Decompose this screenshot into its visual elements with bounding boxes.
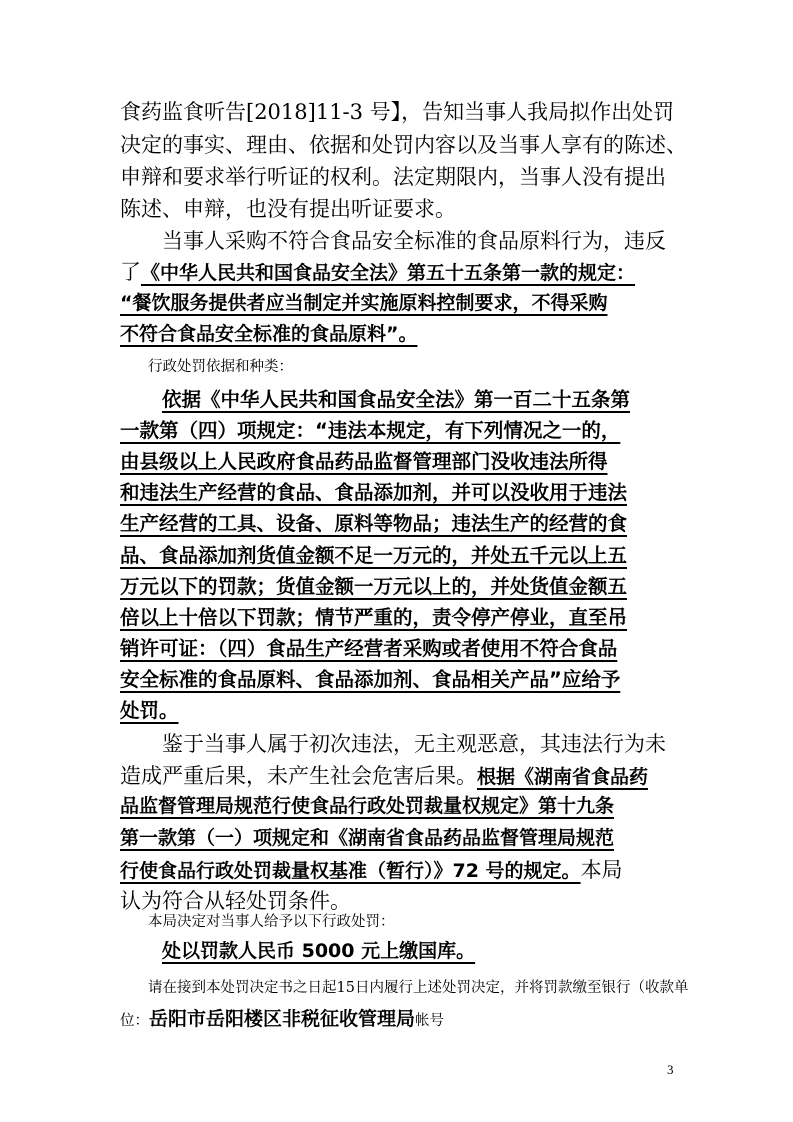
mitigation-line-2-citation: 根据《湖南省食品药 — [477, 766, 649, 789]
mitigation-line-5-plain: 本局 — [580, 857, 623, 882]
payment-line-2-suffix: 帐号 — [415, 1013, 445, 1029]
basis-line-11: 处罚。 — [120, 699, 179, 723]
notice-line-4: 陈述、申辩，也没有提出听证要求。 — [120, 196, 456, 221]
payment-payee: 岳阳市岳阳楼区非税征收管理局 — [149, 1008, 416, 1030]
notice-line-3: 申辩和要求举行听证的权利。法定期限内，当事人没有提出 — [120, 164, 666, 189]
basis-line-7: 万元以下的罚款；货值金额一万元以上的，并处货值金额五 — [120, 574, 628, 598]
mitigation-line-5 — [120, 854, 623, 884]
penalty-line: 处以罚款人民币 5000 元上缴国库。 — [162, 940, 476, 962]
mitigation-line-1: 鉴于当事人属于初次违法，无主观恶意，其违法行为未 — [162, 732, 666, 757]
payment-line-1: 请在接到本处罚决定书之日起15日内履行上述处罚决定，并将罚款缴至银行（收款单 — [148, 980, 689, 996]
basis-line-6: 品、食品添加剂货值金额不足一万元的，并处五千元以上五 — [120, 543, 628, 567]
violation-line-2-prefix: 了 — [120, 259, 141, 284]
basis-line-3: 由县级以上人民政府食品药品监督管理部门没收违法所得 — [120, 450, 608, 474]
payment-line-2 — [120, 1004, 444, 1031]
basis-line-2: 一款第（四）项规定：“违法本规定，有下列情况之一的， — [120, 418, 621, 442]
mitigation-line-6: 认为符合从轻处罚条件。 — [120, 888, 351, 913]
mitigation-line-2 — [120, 760, 648, 790]
violation-quote-line-2: 不符合食品安全标准的食品原料”。 — [120, 323, 418, 346]
basis-heading: 行政处罚依据和种类： — [148, 359, 293, 376]
mitigation-line-5-citation: 行使食品行政处罚裁量权基准（暂行）》72 号的规定。 — [120, 859, 581, 882]
violation-line-2 — [120, 256, 635, 286]
violation-law-citation: 《中华人民共和国食品安全法》第五十五条第一款的规定： — [141, 261, 636, 284]
basis-line-10: 安全标准的食品原料、食品添加剂、食品相关产品”应给予 — [120, 668, 621, 692]
basis-line-8: 倍以上十倍以下罚款；情节严重的，责令停产停业，直至吊 — [120, 605, 628, 629]
mitigation-line-4: 第一款第（一）项规定和《湖南省食品药品监督管理局规范 — [120, 826, 615, 849]
basis-line-9: 销许可证：（四）食品生产经营者采购或者使用不符合食品 — [120, 637, 618, 661]
payment-line-2-prefix: 位： — [120, 1013, 149, 1029]
basis-line-1: 依据《中华人民共和国食品安全法》第一百二十五条第 — [162, 387, 631, 411]
violation-quote-line-1: “餐饮服务提供者应当制定并实施原料控制要求，不得采购 — [120, 291, 608, 314]
decision-intro: 本局决定对当事人给予以下行政处罚： — [148, 914, 395, 930]
mitigation-line-2-plain: 造成严重后果，未产生社会危害后果。 — [120, 764, 477, 789]
notice-line-1: 食药监食听告[2018]11-3 号】，告知当事人我局拟作出处罚 — [120, 100, 675, 124]
page-number: 3 — [667, 1062, 674, 1077]
mitigation-line-3: 品监督管理局规范行使食品行政处罚裁量权规定》第十九条 — [120, 795, 615, 818]
violation-line-1: 当事人采购不符合食品安全标准的食品原料行为，违反 — [162, 228, 666, 253]
notice-line-2: 决定的事实、理由、依据和处罚内容以及当事人享有的陈述、 — [120, 132, 687, 157]
basis-line-5: 生产经营的工具、设备、原料等物品；违法生产的经营的食 — [120, 512, 628, 536]
basis-line-4: 和违法生产经营的食品、食品添加剂，并可以没收用于违法 — [120, 481, 628, 505]
